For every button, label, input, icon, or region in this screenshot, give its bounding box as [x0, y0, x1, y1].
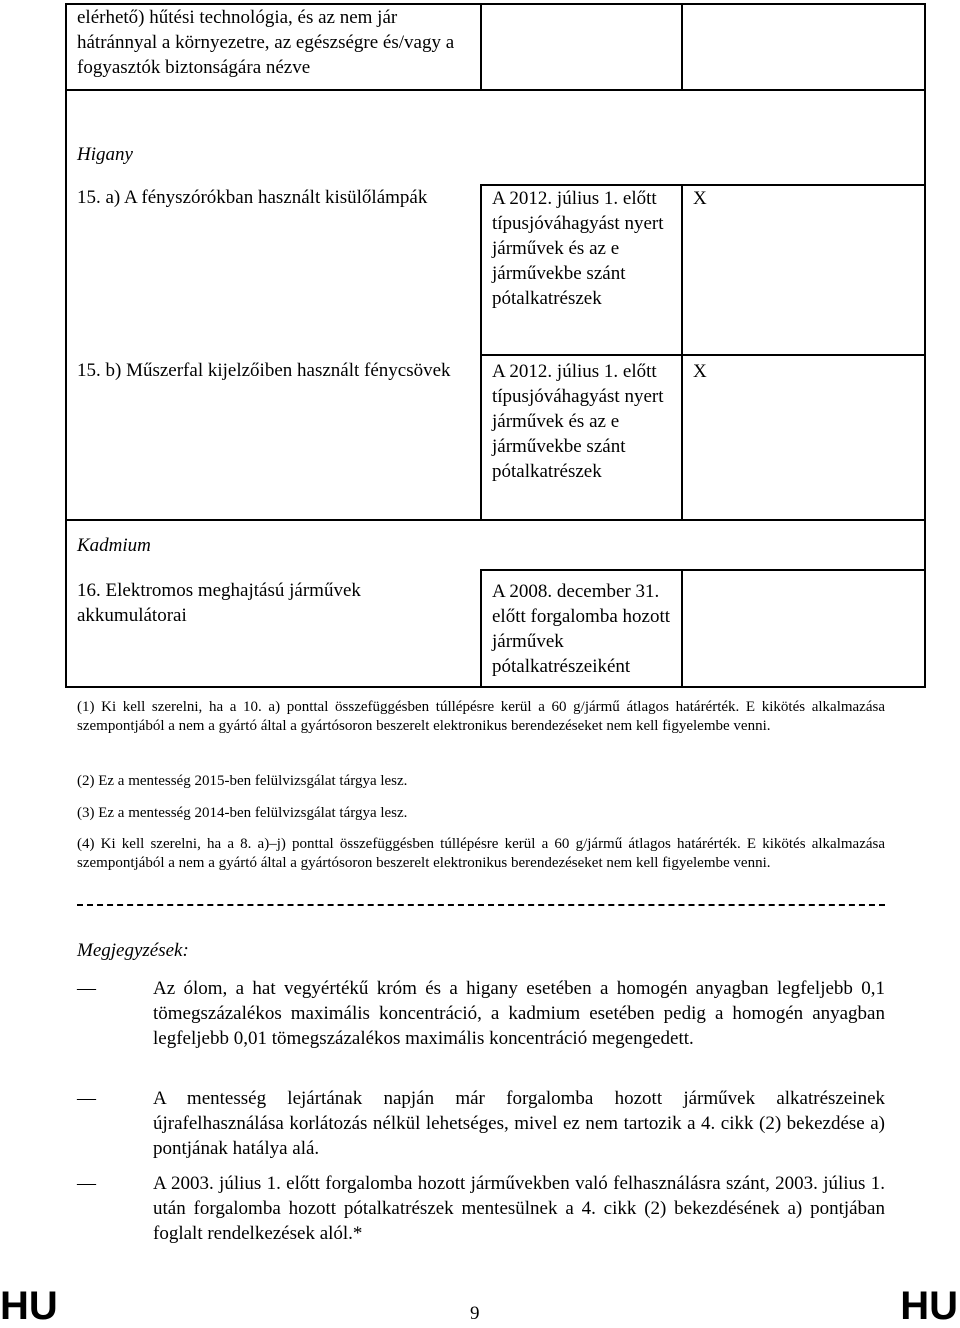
- table-cell: [481, 4, 682, 90]
- row-15b-item: 15. b) Műszerfal kijelzőiben használt fénycsövek: [66, 355, 481, 520]
- notes-title: Megjegyzések:: [77, 940, 189, 961]
- table-cell: elérhető) hűtési technológia, és az nem jár hátránnyal a környezetre, az egészségre és/vagy a fogyasztók biztonságára nézve: [66, 4, 481, 90]
- page-number: 9: [470, 1303, 480, 1324]
- note-item: [77, 976, 885, 1051]
- table-row: [66, 570, 925, 687]
- note-item: [77, 1171, 885, 1246]
- dash-bullet: —: [77, 978, 96, 999]
- separator-line: [77, 904, 885, 906]
- table-row: [66, 90, 925, 185]
- table-row: [66, 185, 925, 355]
- note-text: Az ólom, a hat vegyértékű króm és a higany esetében a homogén anyagban legfeljebb 0,1 tömegszázalékos maximális koncentráció, a kadmium esetében pedig a homogén anyagban legfeljebb 0,01 tömegszázalékos maximális koncentráció megengedett.: [153, 978, 885, 1049]
- row-15a-scope: A 2012. július 1. előtt típusjóváhagyást nyert járművek és az e járművekbe szánt pótalkatrészek: [481, 185, 682, 355]
- footer-country-code-right: HU: [900, 1284, 958, 1328]
- row-16-item: 16. Elektromos meghajtású járművek akkumulátorai: [66, 570, 481, 687]
- footer-country-code-left: HU: [0, 1284, 58, 1328]
- table-row: [66, 4, 925, 90]
- note-text: A 2003. július 1. előtt forgalomba hozott járművekben való felhasználásra szánt, 2003. július 1. után forgalomba hozott pótalkatrészek mentesülnek a 4. cikk (2) bekezdésének a) pontjában foglalt rendelkezések alól.*: [153, 1173, 885, 1244]
- section-heading-higany: Higany: [66, 90, 925, 185]
- footnote-2: (2) Ez a mentesség 2015-ben felülvizsgálat tárgya lesz.: [77, 773, 408, 789]
- row-15b-scope: A 2012. július 1. előtt típusjóváhagyást nyert járművek és az e járművekbe szánt pótalkatrészek: [481, 355, 682, 520]
- footnote-4: (4) Ki kell szerelni, ha a 8. a)–j) ponttal összefüggésben túllépésre kerül a 60 g/jármű átlagos határérték. E kikötés alkalmazása szempontjából a nem a gyártó által a gyártósoron beszerelt elektronikus berendezéseket nem kell figyelembe venni.: [77, 836, 885, 871]
- row-15a-item: 15. a) A fényszórókban használt kisülőlámpák: [66, 185, 481, 355]
- dash-bullet: —: [77, 1088, 96, 1109]
- table-row: [66, 520, 925, 570]
- footnote-3: (3) Ez a mentesség 2014-ben felülvizsgálat tárgya lesz.: [77, 805, 408, 821]
- table-row: [66, 355, 925, 520]
- row-16-mark: [682, 570, 925, 687]
- exemption-table: [65, 3, 926, 688]
- footnote-1: (1) Ki kell szerelni, ha a 10. a) ponttal összefüggésben túllépésre kerül a 60 g/jármű átlagos határérték. E kikötés alkalmazása szempontjából a nem a gyártó által a gyártósoron beszerelt elektronikus berendezéseket nem kell figyelembe venni.: [77, 699, 885, 734]
- row-16-scope: A 2008. december 31. előtt forgalomba hozott járművek pótalkatrészeiként: [481, 570, 682, 687]
- section-heading-kadmium: Kadmium: [66, 520, 925, 570]
- table-cell: [682, 4, 925, 90]
- row-15a-mark: X: [682, 185, 925, 355]
- note-item: [77, 1086, 885, 1161]
- dash-bullet: —: [77, 1173, 96, 1194]
- row-15b-mark: X: [682, 355, 925, 520]
- note-text: A mentesség lejártának napján már forgalomba hozott járművek alkatrészeinek újrafelhasználása korlátozás nélkül lehetséges, mivel ez nem tartozik a 4. cikk (2) bekezdése a) pontjának hatálya alá.: [153, 1088, 885, 1159]
